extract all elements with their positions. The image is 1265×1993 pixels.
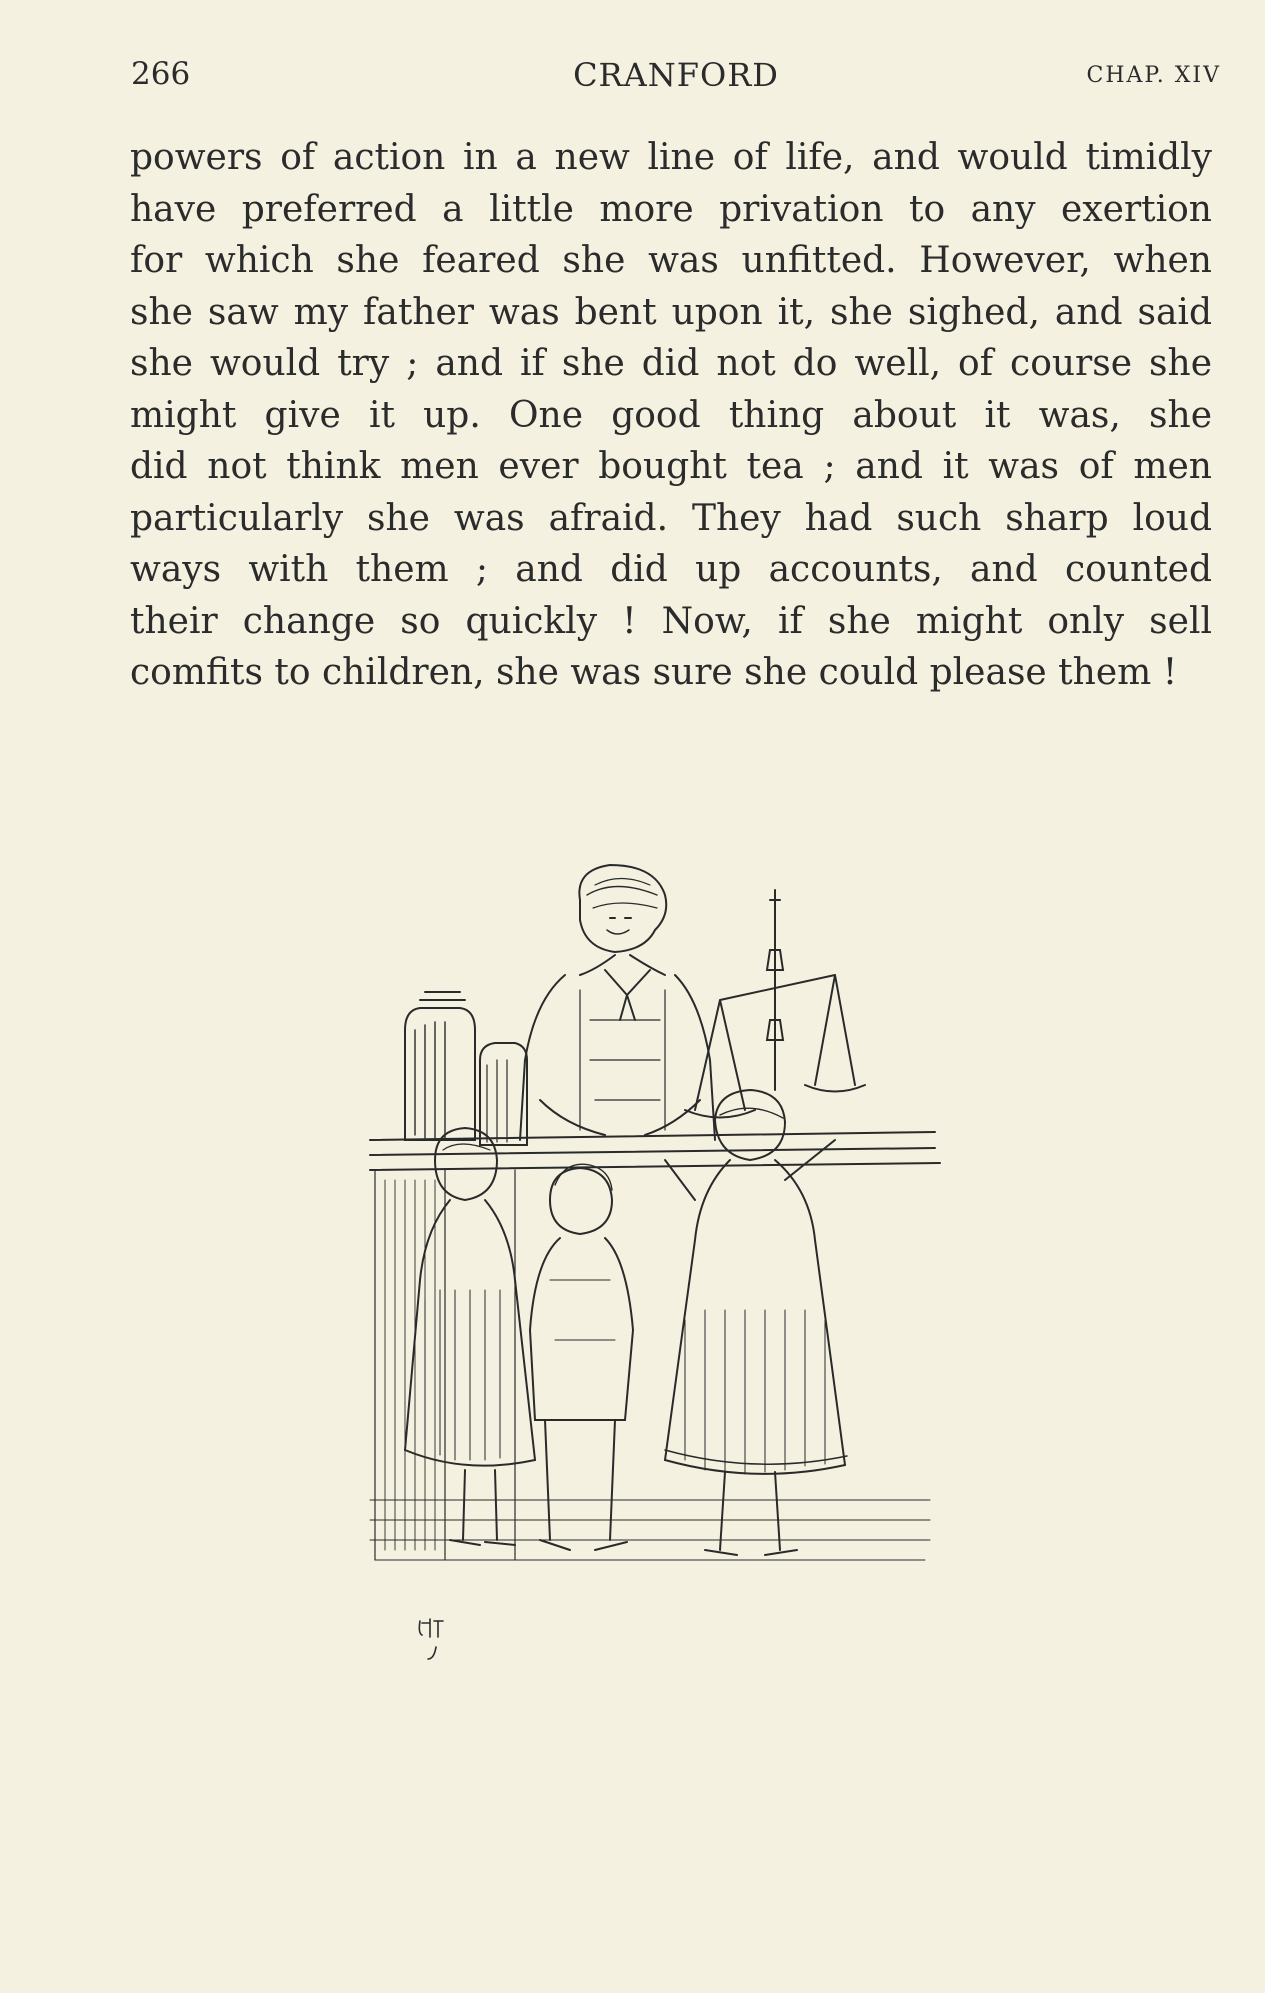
child-figure-middle: [530, 1164, 633, 1550]
body-paragraph: [130, 132, 1212, 699]
text-line: comfits to children, she was sure she could please them !: [130, 652, 1178, 693]
jar-shelf: [405, 992, 527, 1145]
child-figure-right: [665, 1090, 847, 1555]
text-line: did not think men ever bought tea ; and it was of men: [130, 446, 1212, 487]
text-line: she would try ; and if she did not do well, of course she: [130, 343, 1212, 384]
book-title: CRANFORD: [573, 56, 779, 94]
floor-shading: [370, 1500, 930, 1560]
text-line: their change so quickly ! Now, if she might only sell: [130, 600, 1212, 642]
artist-monogram: [416, 1615, 446, 1665]
text-line: might give it up. One good thing about it was, she: [130, 394, 1212, 436]
text-line: for which she feared she was unfitted. However, when: [130, 240, 1212, 281]
chapter-label: CHAP. XIV: [1086, 63, 1221, 88]
text-line: have preferred a little more privation to any exertion: [130, 188, 1212, 230]
text-line: ways with them ; and did up accounts, and counted: [130, 549, 1212, 590]
running-head: [131, 56, 1221, 96]
page-number: 266: [131, 56, 191, 92]
shopkeeper-figure: [520, 865, 715, 1140]
shop-counter-illustration: [365, 860, 945, 1660]
text-line: powers of action in a new line of life, and would timidly: [130, 137, 1212, 178]
text-line: she saw my father was bent upon it, she sighed, and said: [130, 291, 1212, 333]
text-line: particularly she was afraid. They had such sharp loud: [130, 497, 1212, 539]
